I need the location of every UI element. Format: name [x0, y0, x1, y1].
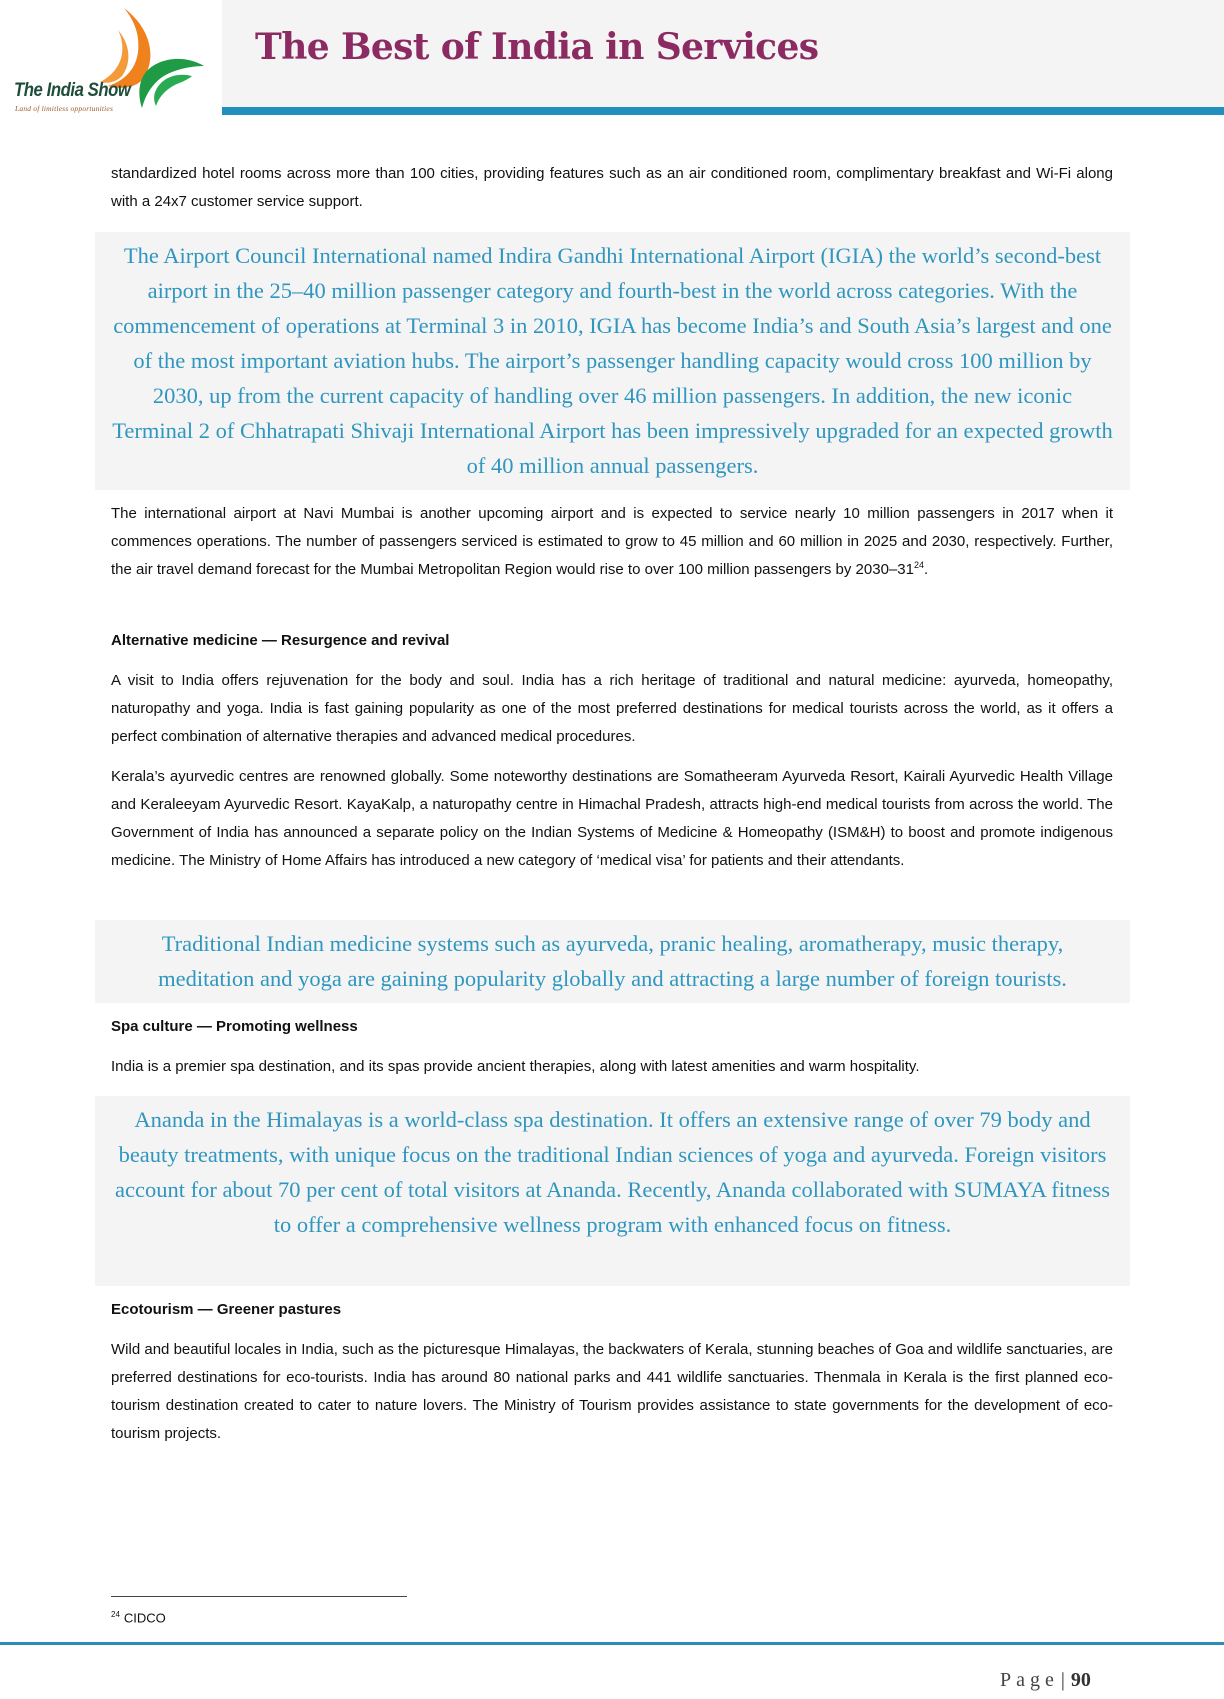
footnote-divider — [111, 1596, 407, 1597]
footnote-number: 24 — [111, 1610, 120, 1619]
navi-mumbai-paragraph — [111, 500, 1113, 584]
footer-divider — [0, 1642, 1224, 1645]
logo-name: The India Show — [14, 80, 131, 101]
alt-medicine-paragraph-2: Kerala’s ayurvedic centres are renowned globally. Some noteworthy destinations are Somatheeram Ayurveda Resort, Kairali Ayurvedic Health Village and Keraleeyam Ayurvedic Resort. KayaKalp, a naturopathy centre in Himachal Pradesh, attracts high-end medical tourists from across the world. The Government of India has announced a separate policy on the Indian Systems of Medicine & Homeopathy (ISM&H) to boost and promote indigenous medicine. The Ministry of Home Affairs has introduced a new category of ‘medical visa’ for patients and their attendants. — [111, 768, 1113, 869]
callout-airport-text: The Airport Council International named Indira Gandhi International Airport (IGIA) the world’s second-best airport in the 25–40 million passenger category and fourth-best in the world across categories. With the commencement of operations at Terminal 3 in 2010, IGIA has become India’s and South Asia’s largest and one of the most important aviation hubs. The airport’s passenger handling capacity would cross 100 million by 2030, up from the current capacity of handling over 46 million passengers. In addition, the new iconic Terminal 2 of Chhatrapati Shivaji International Airport has been impressively upgraded for an expected growth of 40 million annual passengers. — [112, 243, 1113, 478]
logo-tagline: Land of limitless opportunities — [15, 104, 114, 113]
callout-traditional-medicine — [95, 920, 1130, 1003]
callout-traditional-medicine-text: Traditional Indian medicine systems such as ayurveda, pranic healing, aromatherapy, music therapy, meditation and yoga are gaining popularity globally and attracting a large number of foreign tourists. — [158, 931, 1067, 991]
page-label: Page — [1000, 1669, 1059, 1691]
callout-ananda — [95, 1096, 1130, 1286]
sentence-end: . — [923, 561, 929, 578]
footnote-ref[interactable]: 24 — [913, 560, 924, 570]
eco-paragraph: Wild and beautiful locales in India, such as the picturesque Himalayas, the backwaters of Kerala, stunning beaches of Goa and wildlife sanctuaries, are preferred destinations for eco-tourists. India has around 80 national parks and 441 wildlife sanctuaries. Thenmala in Kerala is the first planned eco-tourism destination created to cater to nature lovers. The Ministry of Tourism provides assistance to state governments for the development of eco-tourism projects. — [111, 1341, 1113, 1442]
section-heading-ecotourism: Ecotourism — Greener pastures — [111, 1301, 342, 1318]
footnote-text: CIDCO — [123, 1610, 166, 1626]
section-heading-spa-culture: Spa culture — Promoting wellness — [111, 1018, 358, 1035]
callout-airport — [95, 232, 1130, 490]
footnote-24 — [111, 1610, 166, 1625]
page-number — [1000, 1669, 1091, 1692]
callout-ananda-text: Ananda in the Himalayas is a world-class spa destination. It offers an extensive range of over 79 body and beauty treatments, with unique focus on the traditional Indian sciences of yoga and ayurveda. Foreign visitors account for about 70 per cent of total visitors at Ananda. Recently, Ananda collaborated with SUMAYA fitness to offer a comprehensive wellness program with enhanced focus on fitness. — [115, 1107, 1110, 1237]
spa-paragraph: India is a premier spa destination, and its spas provide ancient therapies, along with latest amenities and warm hospitality. — [111, 1058, 920, 1075]
alt-medicine-paragraph-1: A visit to India offers rejuvenation for the body and soul. India has a rich heritage of traditional and natural medicine: ayurveda, homeopathy, naturopathy and yoga. India is fast gaining popularity as one of the most preferred destinations for medical tourists across the world, as it offers a perfect combination of alternative therapies and advanced medical procedures. — [111, 672, 1113, 745]
header-divider — [222, 107, 1224, 115]
page-number-value: 90 — [1070, 1669, 1091, 1691]
logo — [0, 0, 222, 115]
intro-paragraph: standardized hotel rooms across more than 100 cities, providing features such as an air conditioned room, complimentary breakfast and Wi-Fi along with a 24x7 customer service support. — [111, 165, 1113, 210]
section-heading-alternative-medicine: Alternative medicine — Resurgence and revival — [111, 632, 450, 649]
page-separator: | — [1060, 1669, 1065, 1691]
navi-mumbai-text: The international airport at Navi Mumbai is another upcoming airport and is expected to service nearly 10 million passengers in 2017 when it commences operations. The number of passengers serviced is estimated to grow to 45 million and 60 million in 2025 and 2030, respectively. Further, the air travel demand forecast for the Mumbai Metropolitan Region would rise to over 100 million passengers by 2030–31 — [111, 505, 1113, 578]
page-title: The Best of India in Services — [255, 26, 819, 68]
